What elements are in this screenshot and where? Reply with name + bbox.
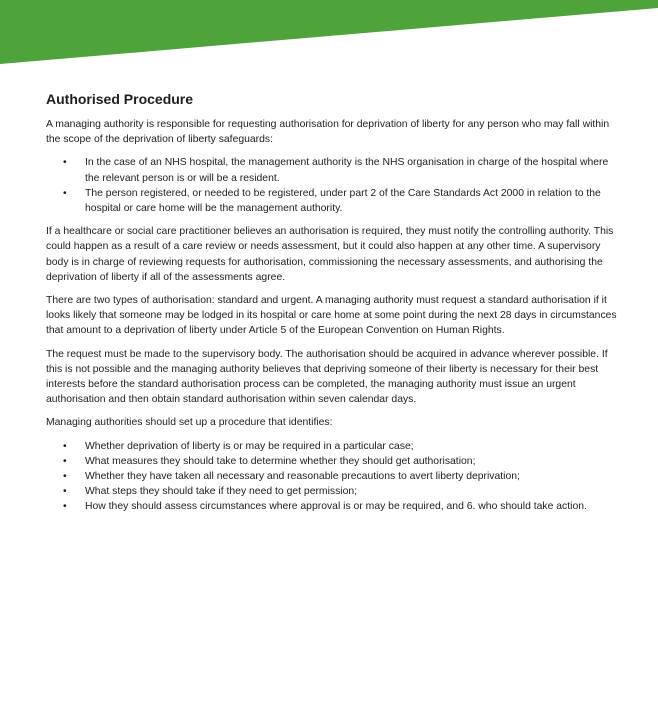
intro-paragraph: A managing authority is responsible for requesting authorisation for deprivation of liberty for any person who may fall within the scope of the deprivation of liberty safeguards: — [46, 119, 610, 146]
list-item: • In the case of an NHS hospital, the management authority is the NHS organisation in charge of the hospital where the relevant person is or will be a resident. — [46, 155, 624, 185]
list-item: • What steps they should take if they need to get permission; — [46, 484, 624, 499]
authorisation-types-paragraph: There are two types of authorisation: standard and urgent. A managing authority must request a standard authorisation if it looks likely that someone may be lodged in its hospital or care home at some point during the next 28 days in circumstances that amount to a deprivation of liberty under Article 5 of the European Convention on Human Rights. — [46, 295, 617, 337]
list-item: • What measures they should take to determine whether they should get authorisation; — [46, 454, 624, 469]
authority-bullet-list — [46, 155, 624, 216]
list-item: • The person registered, or needed to be registered, under part 2 of the Care Standards Act 2000 in relation to the hospital or care home will be the management authority. — [46, 186, 624, 216]
procedure-bullet-list — [46, 439, 624, 515]
request-paragraph: The request must be made to the supervisory body. The authorisation should be acquired in advance wherever possible. If this is not possible and the managing authority believes that depriving someone of their liberty is necessary for their best interests before the standard authorisation process can be completed, the managing authority must issue an urgent authorisation and then obtain standard authorisation within seven calendar days. — [46, 348, 608, 406]
notification-paragraph: If a healthcare or social care practitioner believes an authorisation is required, they must notify the controlling authority. This could happen as a result of a care review or needs assessment, but it could also happen at any other time. A supervisory body is in charge of reviewing requests for authorisation, commissioning the necessary assessments, and authorising the deprivation of liberty if all of the assessments agree. — [46, 226, 614, 283]
list-item: • How they should assess circumstances where approval is or may be required, and 6. who should take action. — [46, 499, 624, 514]
procedure-intro-paragraph: Managing authorities should set up a procedure that identifies: — [46, 417, 333, 429]
list-item: • Whether they have taken all necessary and reasonable precautions to avert liberty deprivation; — [46, 469, 624, 484]
page-title: Authorised Procedure — [46, 91, 194, 107]
list-item: • Whether deprivation of liberty is or may be required in a particular case; — [46, 439, 624, 454]
header-green-band — [0, 0, 658, 64]
document-body — [46, 90, 624, 523]
